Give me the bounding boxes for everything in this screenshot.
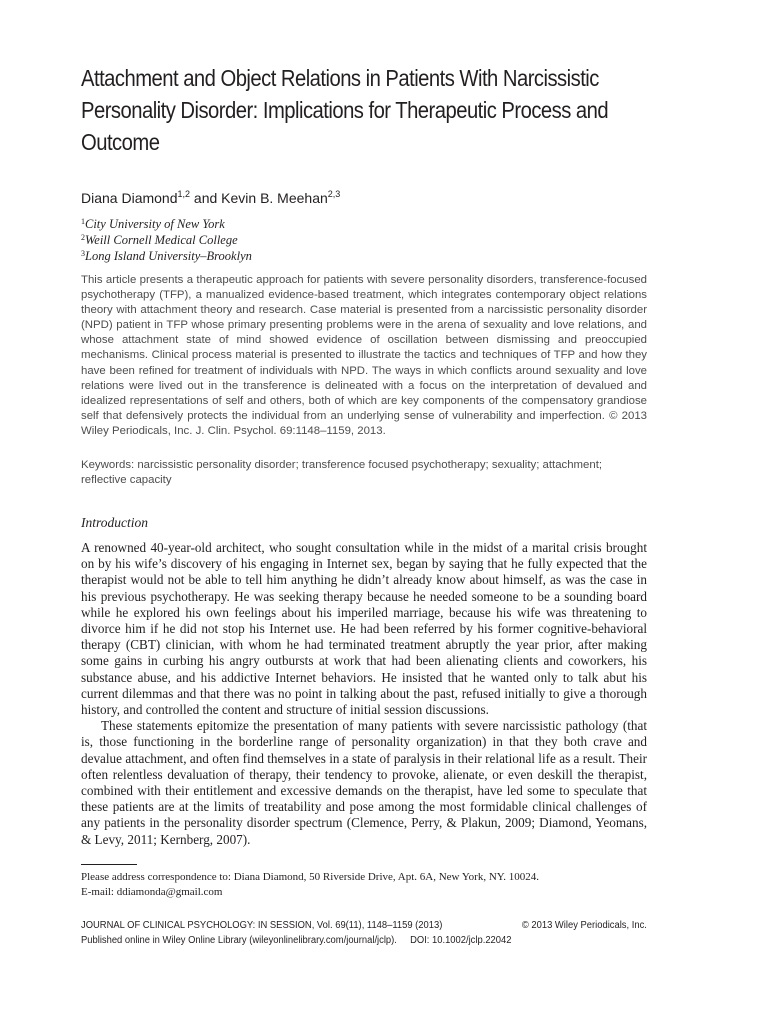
author-affiliation-marker: 1,2 — [177, 189, 191, 199]
affiliation-name: City University of New York — [85, 217, 225, 231]
title-line: Personality Disorder: Implications for Therapeutic Process and — [81, 97, 609, 123]
affiliation — [81, 248, 252, 264]
title-line: Attachment and Object Relations in Patients With Narcissistic — [81, 65, 599, 91]
journal-doi: DOI: 10.1002/jclp.22042 — [410, 935, 512, 946]
author-name: Kevin B. Meehan — [221, 190, 328, 206]
correspondence-footnote — [81, 870, 647, 900]
affiliation-marker: 1 — [81, 217, 85, 226]
affiliation-name: Weill Cornell Medical College — [85, 233, 238, 247]
body-text — [81, 540, 647, 848]
author-name: Diana Diamond — [81, 190, 178, 206]
journal-published-online: Published online in Wiley Online Library (wileyonlinelibrary.com/journal/jclp). — [81, 935, 397, 946]
footnote-address: Please address correspondence to: Diana Diamond, 50 Riverside Drive, Apt. 6A, New York, NY. 10024. — [81, 871, 540, 883]
author-list — [81, 190, 340, 206]
abstract: This article presents a therapeutic approach for patients with severe personality disorders, transference-focused psychotherapy (TFP), a manualized evidence-based treatment, which integrates contemporary object relations theory with attachment theory and research. Case material is presented from a narcissistic personality disorder (NPD) patient in TFP whose primary presenting problems were in the arena of sexuality and love relations, and whose attachment state of mind showed evidence of oscillation between dismissing and preoccupied mechanisms. Clinical process material is presented to illustrate the tactics and techniques of TFP and how they have been refined for treatment of individuals with NPD. The ways in which conflicts around sexuality and love relations were lived out in the transference is delineated with a focus on the interpretation of devalued and idealized representations of self and others, both of which are key components of the compensatory grandiose self that defensively protects the individual from an underlying sense of vulnerability and imperfection. © 2013 Wiley Periodicals, Inc. J. Clin. Psychol. 69:1148–1159, 2013. — [81, 274, 647, 437]
article-title — [81, 62, 644, 158]
footnote-email: E-mail: ddiamonda@gmail.com — [81, 886, 223, 898]
journal-footer — [81, 918, 647, 948]
title-line: Outcome — [81, 129, 160, 155]
affiliation — [81, 216, 252, 232]
journal-footer-row — [81, 933, 647, 948]
journal-citation: JOURNAL OF CLINICAL PSYCHOLOGY: IN SESSION, Vol. 69(11), 1148–1159 (2013) — [81, 920, 443, 931]
footnote-divider — [81, 864, 137, 865]
paragraph: A renowned 40-year-old architect, who sought consultation while in the midst of a marital crisis brought on by his wife’s discovery of his engaging in Internet sex, began by saying that he fully expected that the therapist would not be able to tell him anything he didn’t already know about himself, as was the case in his previous psychotherapy. He was seeking therapy because he needed someone to be a sounding board while he explored his own feelings about his imperiled marriage, because his wife was threatening to divorce him if he did not stop his Internet use. He had been referred by his former cognitive-behavioral therapy (CBT) clinician, with whom he had terminated treatment abruptly the year prior, after making some gains in curbing his angry outbursts at work that had been alienating clients and coworkers, his substance abuse, and his addictive Internet behaviors. He insisted that he wanted only to talk abut his current dilemmas and that there was no point in talking about the past, refused initially to give a thorough history, and controlled the content and structure of initial session discussions. — [81, 540, 647, 718]
affiliation-list — [81, 216, 252, 264]
paragraph: These statements epitomize the presentation of many patients with severe narcissistic pathology (that is, those functioning in the borderline range of personality organization) in that they both crave and devalue attachment, and often find themselves in a state of paralysis in their relational life as a result. Their often relentless devaluation of therapy, their tendency to provoke, alienate, or even deskill the therapist, combined with their entitlement and excessive demands on the therapist, have led some to speculate that these patients are at the limits of treatability and pose among the most formidable clinical challenges of any patients in the personality disorder spectrum (Clemence, Perry, & Plakun, 2009; Diamond, Yeomans, & Levy, 2011; Kernberg, 2007). — [81, 718, 647, 847]
affiliation-name: Long Island University–Brooklyn — [85, 249, 252, 263]
author-affiliation-marker: 2,3 — [327, 189, 341, 199]
affiliation — [81, 232, 252, 248]
keywords: Keywords: narcissistic personality disorder; transference focused psychotherapy; sexuality; attachment; reflective capacity — [81, 459, 603, 487]
journal-footer-row — [81, 918, 647, 933]
author-connector: and — [193, 190, 218, 206]
journal-copyright: © 2013 Wiley Periodicals, Inc. — [521, 920, 647, 931]
affiliation-marker: 2 — [81, 233, 85, 242]
section-heading: Introduction — [81, 515, 148, 530]
affiliation-marker: 3 — [81, 249, 85, 258]
